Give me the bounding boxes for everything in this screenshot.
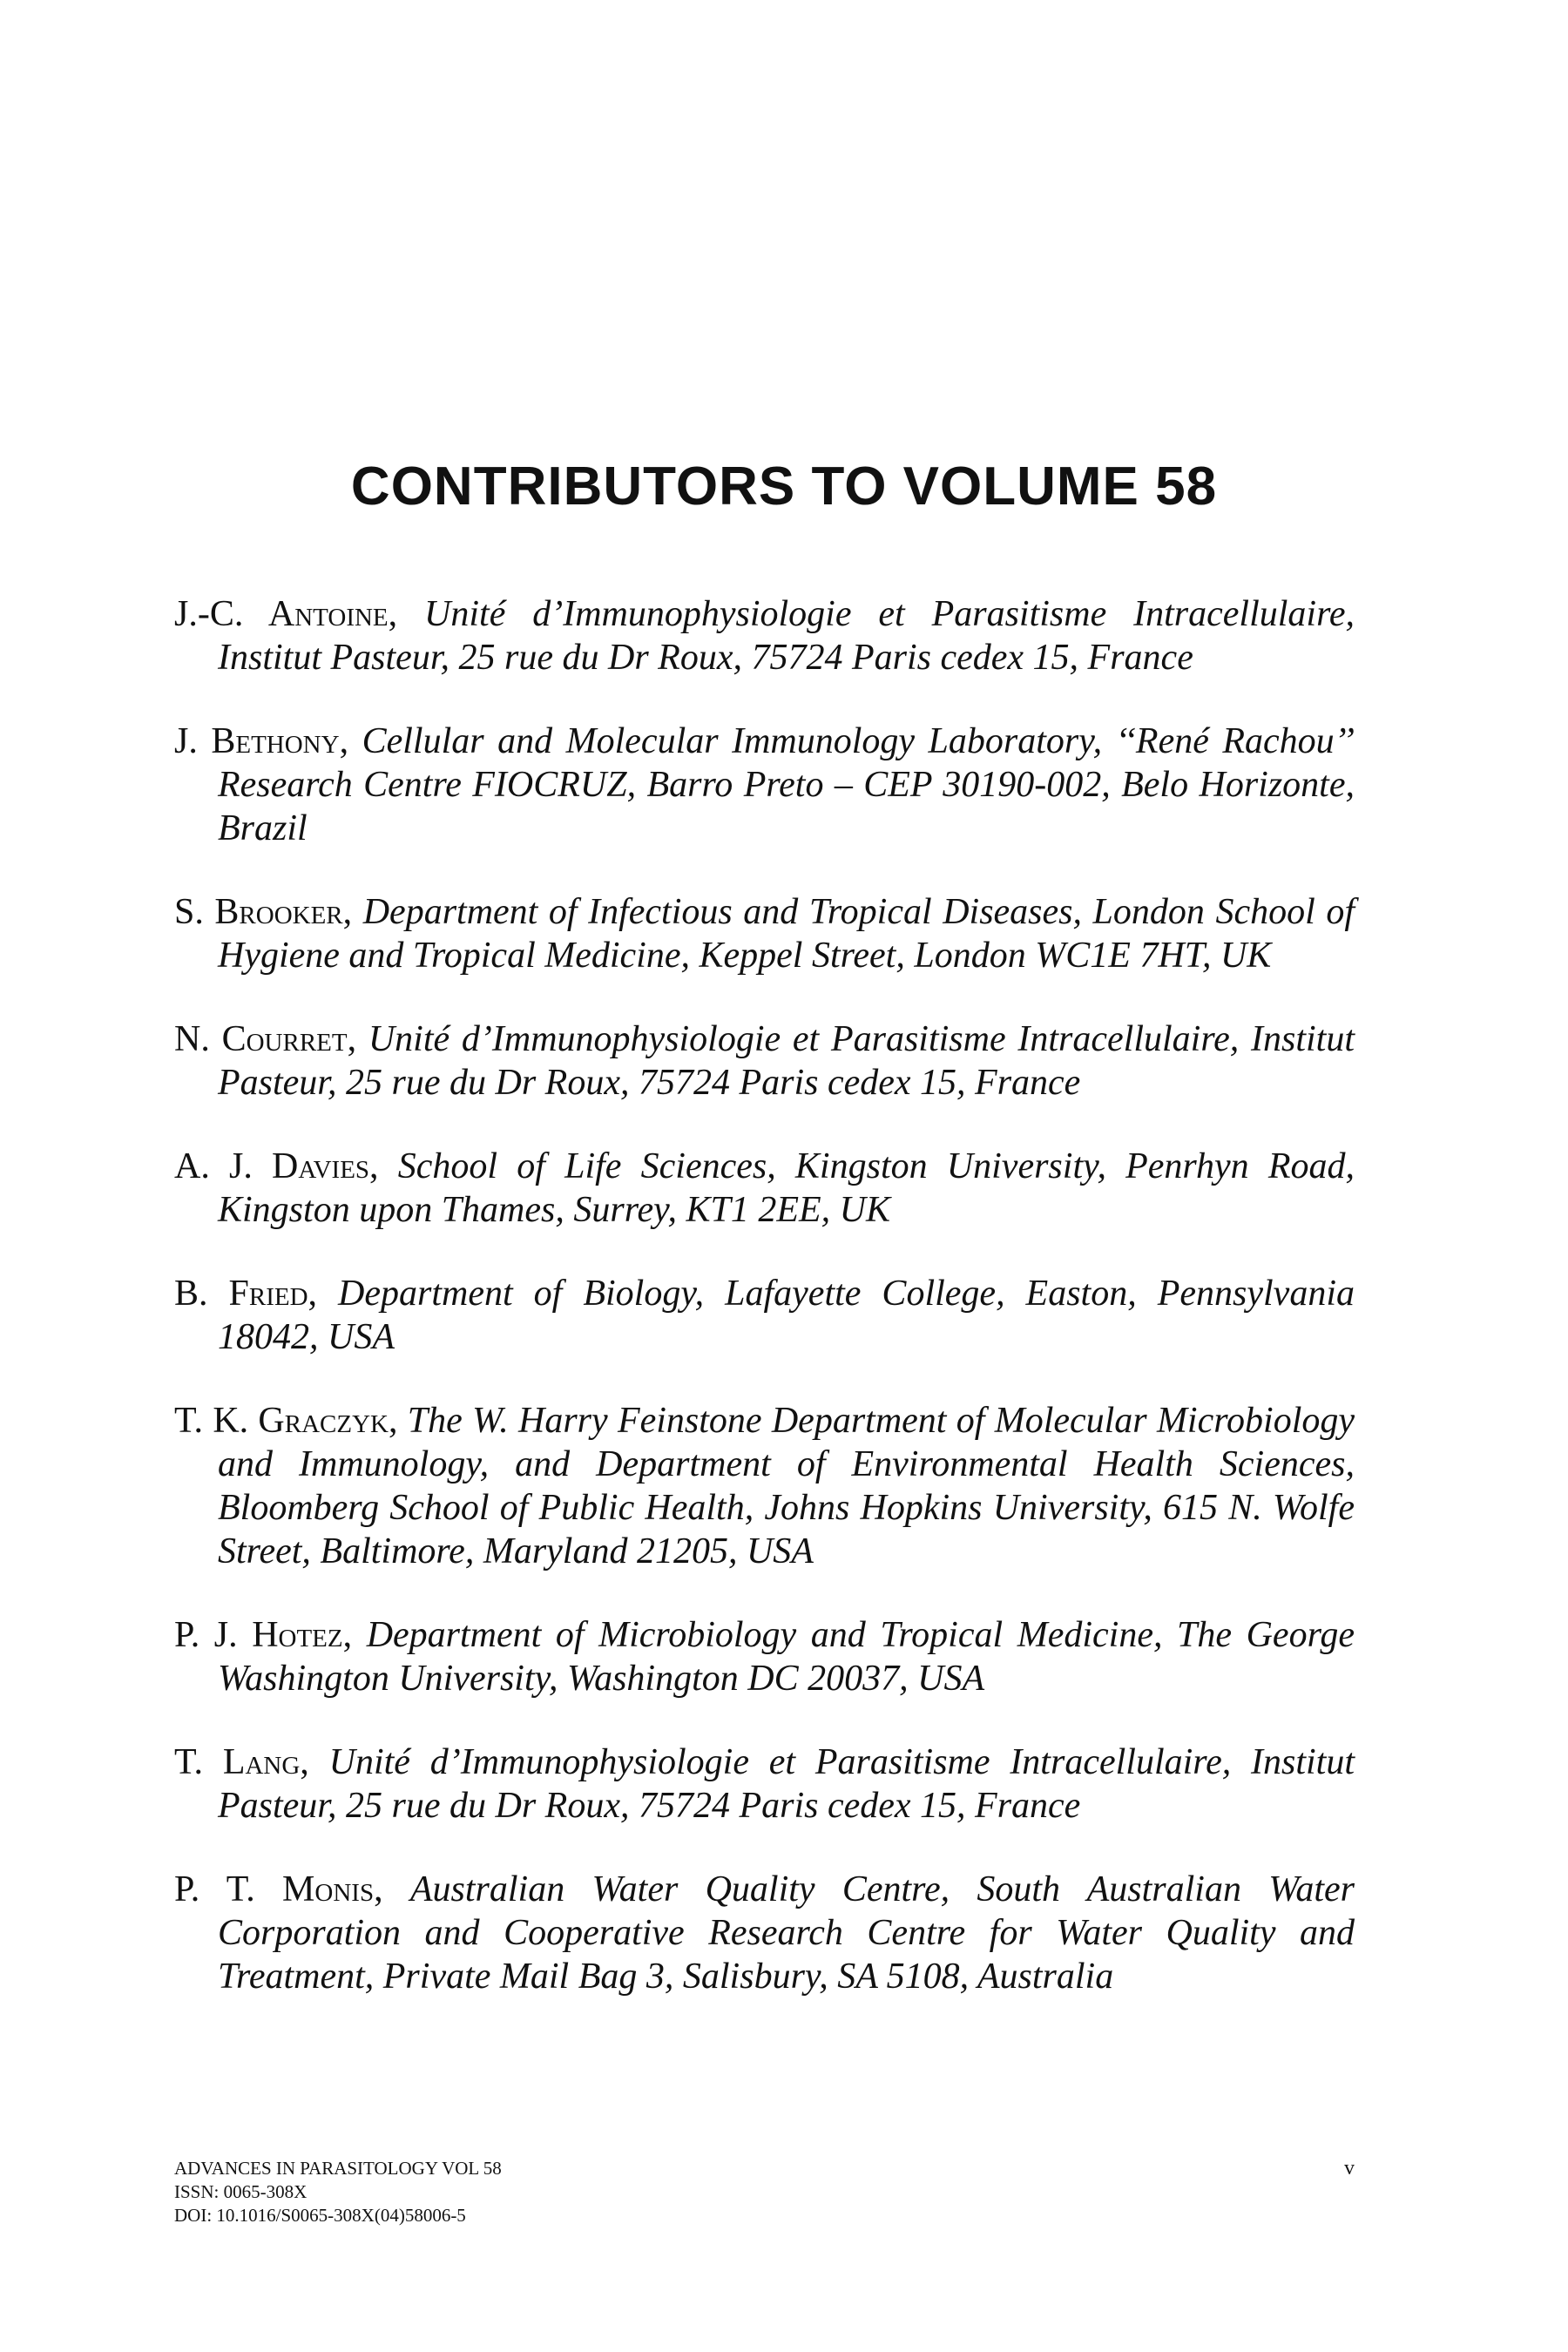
contributor-name: T. Lang, xyxy=(174,1742,309,1782)
contributor-name: J.-C. Antoine, xyxy=(174,594,398,634)
page-number: v xyxy=(1344,2157,1355,2180)
contributor-entry xyxy=(174,592,1355,679)
contributor-name: A. J. Davies, xyxy=(174,1146,379,1186)
contributor-name: N. Courret, xyxy=(174,1019,357,1059)
contributor-affiliation: Cellular and Molecular Immunology Laboratory, ‘‘René Rachou’’ Research Centre FIOCRUZ, Barro Preto – CEP 30190-002, Belo Horizonte, Brazil xyxy=(218,721,1355,848)
contributor-affiliation: School of Life Sciences, Kingston University, Penrhyn Road, Kingston upon Thames, Surrey, KT1 2EE, UK xyxy=(218,1146,1355,1230)
contributor-entry xyxy=(174,1399,1355,1573)
contributor-affiliation: Department of Infectious and Tropical Diseases, London School of Hygiene and Tropical Medicine, Keppel Street, London WC1E 7HT, UK xyxy=(218,892,1355,976)
contributor-list xyxy=(174,592,1355,2038)
contributor-name: P. J. Hotez, xyxy=(174,1615,353,1655)
contributor-affiliation: Department of Microbiology and Tropical Medicine, The George Washington University, Washington DC 20037, USA xyxy=(218,1615,1355,1699)
issn: ISSN: 0065-308X xyxy=(174,2181,308,2202)
contributor-entry xyxy=(174,720,1355,850)
contributor-name: T. K. Graczyk, xyxy=(174,1401,398,1441)
contributor-affiliation: Unité d’Immunophysiologie et Parasitisme Intracellulaire, Institut Pasteur, 25 rue du Dr Roux, 75724 Paris cedex 15, France xyxy=(218,594,1355,678)
contributor-affiliation: Unité d’Immunophysiologie et Parasitisme Intracellulaire, Institut Pasteur, 25 rue du Dr Roux, 75724 Paris cedex 15, France xyxy=(218,1742,1355,1826)
contributor-entry xyxy=(174,1272,1355,1359)
page-footer xyxy=(174,2157,1355,2227)
contributor-name: B. Fried, xyxy=(174,1274,318,1314)
contributor-affiliation: Australian Water Quality Centre, South Australian Water Corporation and Cooperative Research Centre for Water Quality and Treatment, Private Mail Bag 3, Salisbury, SA 5108, Australia xyxy=(218,1869,1355,1997)
contributor-affiliation: Unité d’Immunophysiologie et Parasitisme Intracellulaire, Institut Pasteur, 25 rue du Dr Roux, 75724 Paris cedex 15, France xyxy=(218,1019,1355,1103)
contributor-entry xyxy=(174,1017,1355,1105)
contributor-affiliation: The W. Harry Feinstone Department of Molecular Microbiology and Immunology, and Department of Environmental Health Sciences, Bloomberg School of Public Health, Johns Hopkins University, 615 N. Wolfe Street, Baltimore, Maryland 21205, USA xyxy=(218,1401,1355,1571)
publication-info xyxy=(174,2157,1355,2227)
contributor-name: J. Bethony, xyxy=(174,721,349,761)
doi: DOI: 10.1016/S0065-308X(04)58006-5 xyxy=(174,2205,466,2226)
contributor-entry xyxy=(174,1613,1355,1700)
page-title: CONTRIBUTORS TO VOLUME 58 xyxy=(350,456,1218,517)
contributor-entry xyxy=(174,890,1355,977)
contributor-entry xyxy=(174,1145,1355,1232)
contributor-entry xyxy=(174,1740,1355,1828)
contributor-name: P. T. Monis, xyxy=(174,1869,383,1909)
contributor-affiliation: Department of Biology, Lafayette College, Easton, Pennsylvania 18042, USA xyxy=(218,1274,1355,1357)
series-title: ADVANCES IN PARASITOLOGY VOL 58 xyxy=(174,2158,502,2179)
contributor-entry xyxy=(174,1868,1355,1998)
contributor-name: S. Brooker, xyxy=(174,892,353,932)
